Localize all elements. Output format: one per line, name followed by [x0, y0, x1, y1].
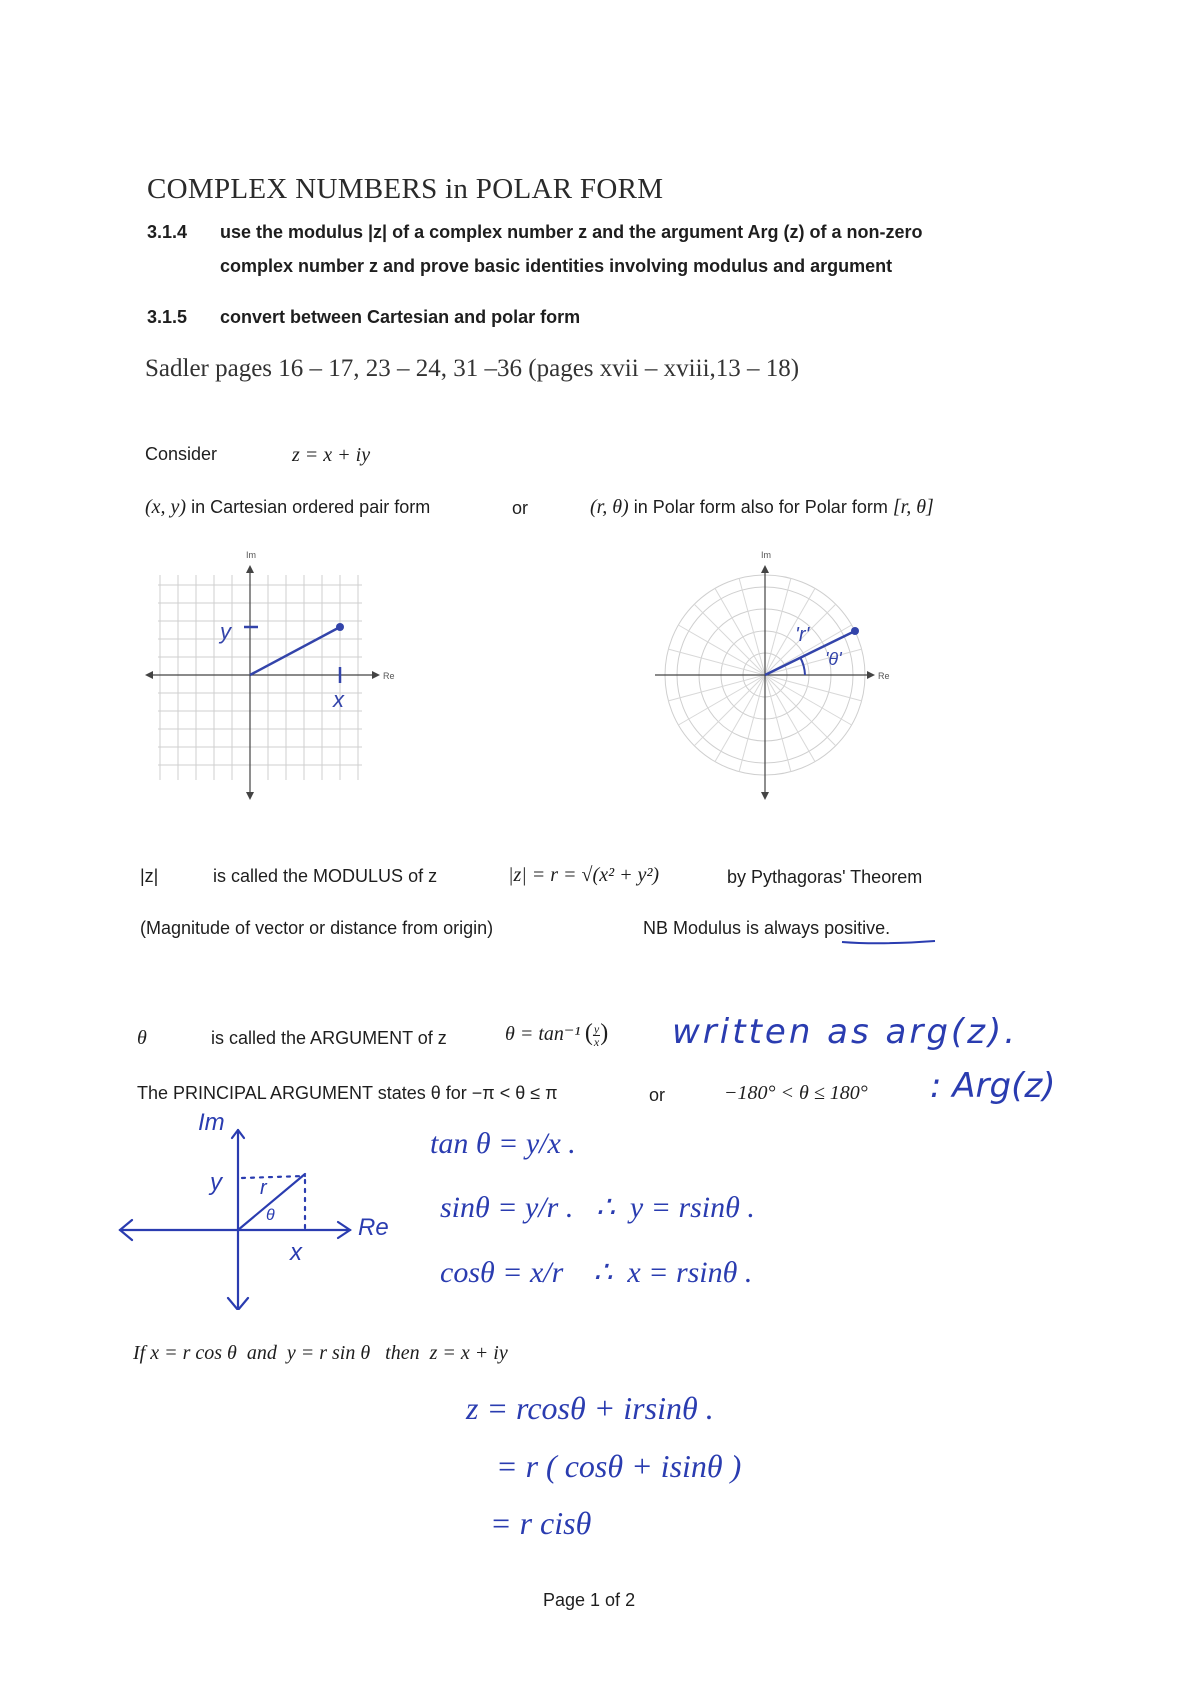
principal-degrees: −180° < θ ≤ 180°	[724, 1082, 868, 1104]
outcome-text-2: convert between Cartesian and polar form	[220, 307, 581, 327]
principal-or: or	[649, 1085, 666, 1105]
polar-text: in Polar form also for Polar form	[633, 497, 888, 517]
polar-grid-spoke	[765, 649, 862, 675]
argument-handwritten: written as arg(z).	[672, 1012, 1019, 1052]
sketch-theta-label: θ	[266, 1207, 275, 1224]
page-footer: Page 1 of 2	[543, 1590, 636, 1610]
outcome-code-1: 3.1.4	[147, 222, 188, 242]
polar-grid-spoke	[668, 675, 765, 701]
modulus-theorem: by Pythagoras' Theorem	[727, 867, 923, 887]
polar-line	[590, 496, 934, 519]
cart-x-label: x	[333, 687, 344, 712]
polar-grid-spoke	[694, 675, 765, 746]
derivation-line-1: z = rcosθ + irsinθ .	[466, 1390, 714, 1426]
argument-symbol: θ	[137, 1027, 147, 1049]
outcome-text-1b: complex number z and prove basic identities involving modulus and argument	[220, 256, 893, 276]
polar-re-label: Re	[878, 671, 890, 681]
trig-note-3: cosθ = x/r ∴ x = rsinθ .	[440, 1256, 753, 1289]
polar-pair: (r, θ)	[590, 496, 629, 518]
forms-line	[145, 496, 430, 519]
polar-grid-spoke	[765, 675, 862, 701]
argument-equation: θ = tan⁻¹ ( $\frac{y}{x}$ )	[505, 1020, 609, 1050]
modulus-nb: NB Modulus is always positive.	[643, 918, 891, 938]
polar-grid-spoke	[765, 578, 791, 675]
polar-grid-spoke	[765, 675, 791, 772]
polar-r-label: 'r'	[795, 624, 810, 646]
cartesian-text: in Cartesian ordered pair form	[191, 497, 431, 517]
frac-numerator: y	[593, 1022, 600, 1037]
textbook-reference: Sadler pages 16 – 17, 23 – 24, 31 –36 (pages xvii – xviii,13 – 18)	[145, 355, 800, 382]
modulus-equation: |z| = r = √(x² + y²)	[508, 864, 660, 886]
forms-or: or	[512, 498, 529, 518]
polar-theta-label: 'θ'	[825, 649, 842, 669]
cart-y-label: y	[220, 619, 231, 644]
frac-denominator: x	[593, 1035, 600, 1050]
sketch-x-label: x	[290, 1239, 302, 1266]
handwritten-sketch	[110, 1110, 410, 1310]
outcome-text-1a: use the modulus |z| of a complex number z and the argument Arg (z) of a non-zero	[220, 222, 923, 242]
polar-bracket: [r, θ]	[892, 496, 934, 518]
cart-im-label: Im	[246, 550, 256, 560]
consider-equation: z = x + iy	[292, 444, 371, 466]
conversion-line: If x = r cos θ and y = r sin θ then z = x + iy	[133, 1342, 508, 1364]
modulus-symbol: |z|	[140, 866, 159, 886]
polar-grid-spoke	[739, 578, 765, 675]
positive-underline	[840, 937, 940, 947]
derivation-line-3: = r cisθ	[490, 1505, 592, 1541]
trig-note-1: tan θ = y/x .	[430, 1127, 576, 1160]
principal-text: The PRINCIPAL ARGUMENT states θ for −π < θ ≤ π	[137, 1083, 558, 1103]
consider-label: Consider	[145, 444, 218, 464]
cart-re-label: Re	[383, 671, 395, 681]
cartesian-diagram	[140, 545, 400, 805]
page-title: COMPLEX NUMBERS in POLAR FORM	[147, 173, 664, 205]
modulus-text: is called the MODULUS of z	[213, 866, 438, 886]
argument-text: is called the ARGUMENT of z	[211, 1028, 447, 1048]
sketch-re-label: Re	[358, 1214, 389, 1241]
polar-diagram	[645, 545, 905, 805]
principal-handwritten: : Arg(z)	[930, 1066, 1056, 1106]
polar-grid-spoke	[765, 675, 836, 746]
polar-grid-spoke	[694, 604, 765, 675]
polar-grid-spoke	[668, 649, 765, 675]
modulus-note: (Magnitude of vector or distance from origin)	[140, 918, 494, 938]
sketch-im-label: Im	[198, 1110, 225, 1136]
sketch-r-label: r	[260, 1177, 267, 1199]
outcome-code-2: 3.1.5	[147, 307, 188, 327]
polar-im-label: Im	[761, 550, 771, 560]
polar-grid-spoke	[739, 675, 765, 772]
trig-note-2: sinθ = y/r . ∴ y = rsinθ .	[440, 1191, 755, 1224]
derivation-line-2: = r ( cosθ + isinθ )	[496, 1448, 742, 1484]
cartesian-pair: (x, y)	[145, 496, 187, 518]
sketch-y-label: y	[210, 1169, 222, 1196]
